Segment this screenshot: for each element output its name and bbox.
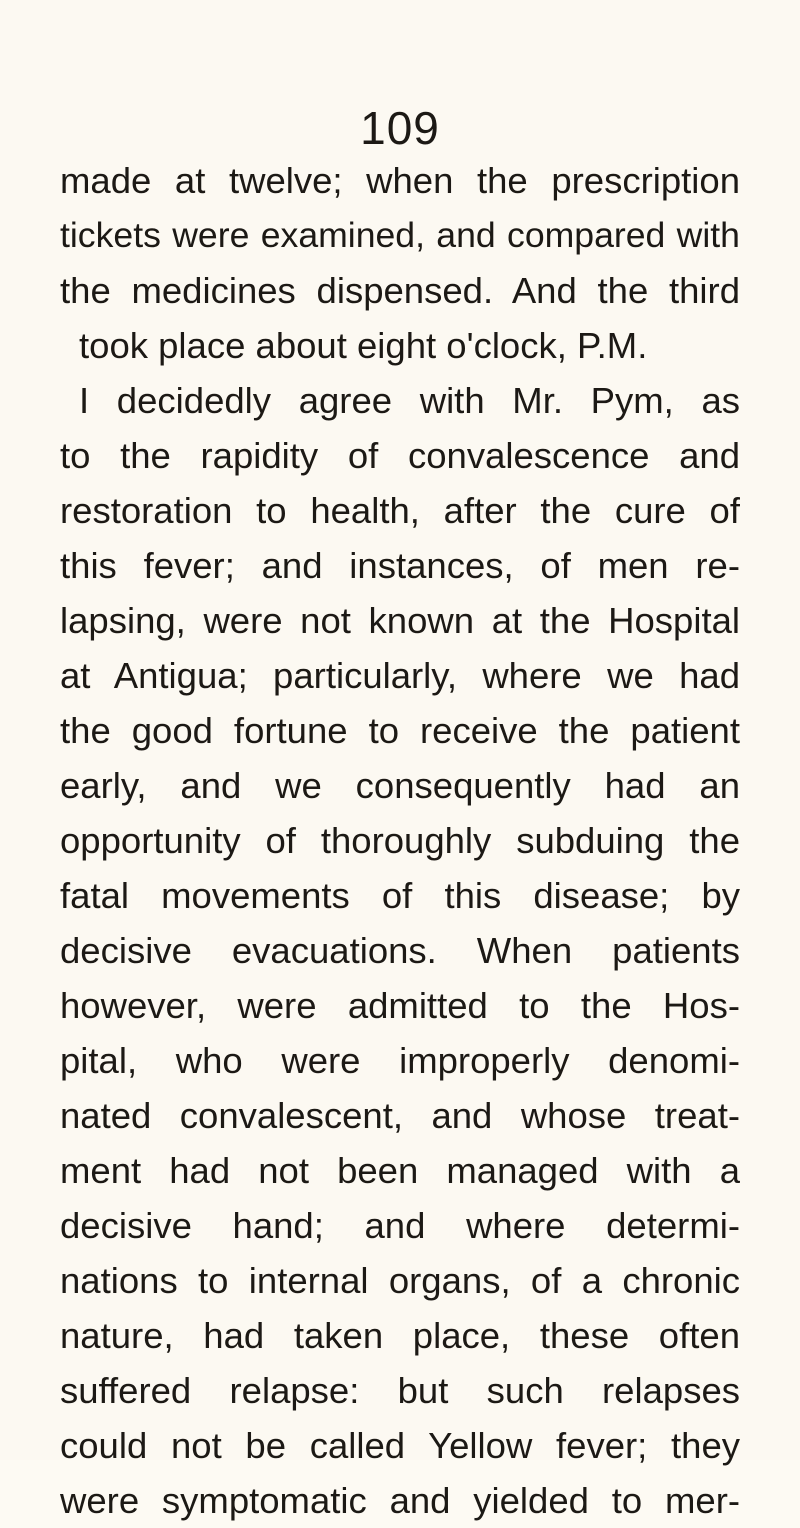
text-line-8: this fever; and instances, of men re- — [60, 545, 740, 586]
text-line-13: opportunity of thoroughly subduing the — [60, 820, 740, 861]
text-line-15: decisive evacuations. When patients — [60, 930, 740, 971]
text-line-5: I decidedly agree with Mr. Pym, as — [79, 380, 740, 421]
text-line-1: made at twelve; when the prescription — [60, 160, 740, 201]
text-line-2: tickets were examined, and compared with — [60, 215, 740, 255]
text-line-24: could not be called Yellow fever; they — [60, 1425, 740, 1466]
text-line-6: to the rapidity of convalescence and — [60, 435, 740, 476]
page-number: 109 — [360, 102, 440, 154]
text-line-4: took place about eight o'clock, P.M. — [79, 325, 648, 366]
text-line-12: early, and we consequently had an — [60, 765, 740, 806]
text-line-11: the good fortune to receive the patient — [60, 710, 740, 751]
text-line-25: were symptomatic and yielded to mer- — [60, 1480, 740, 1521]
text-line-16: however, were admitted to the Hos- — [60, 985, 740, 1026]
text-line-22: nature, had taken place, these often — [60, 1315, 740, 1356]
text-line-3: the medicines dispensed. And the third — [60, 270, 740, 311]
text-line-7: restoration to health, after the cure of — [60, 490, 740, 531]
text-line-20: decisive hand; and where determi- — [60, 1205, 740, 1246]
text-line-19: ment had not been managed with a — [60, 1150, 740, 1191]
text-line-9: lapsing, were not known at the Hospital — [60, 600, 740, 641]
body-text — [60, 153, 740, 1528]
text-line-17: pital, who were improperly denomi- — [60, 1040, 740, 1081]
text-line-18: nated convalescent, and whose treat- — [60, 1095, 740, 1136]
text-line-23: suffered relapse: but such relapses — [60, 1370, 740, 1411]
text-line-21: nations to internal organs, of a chronic — [60, 1260, 740, 1301]
text-line-10: at Antigua; particularly, where we had — [60, 655, 740, 696]
text-line-14: fatal movements of this disease; by — [60, 875, 740, 916]
